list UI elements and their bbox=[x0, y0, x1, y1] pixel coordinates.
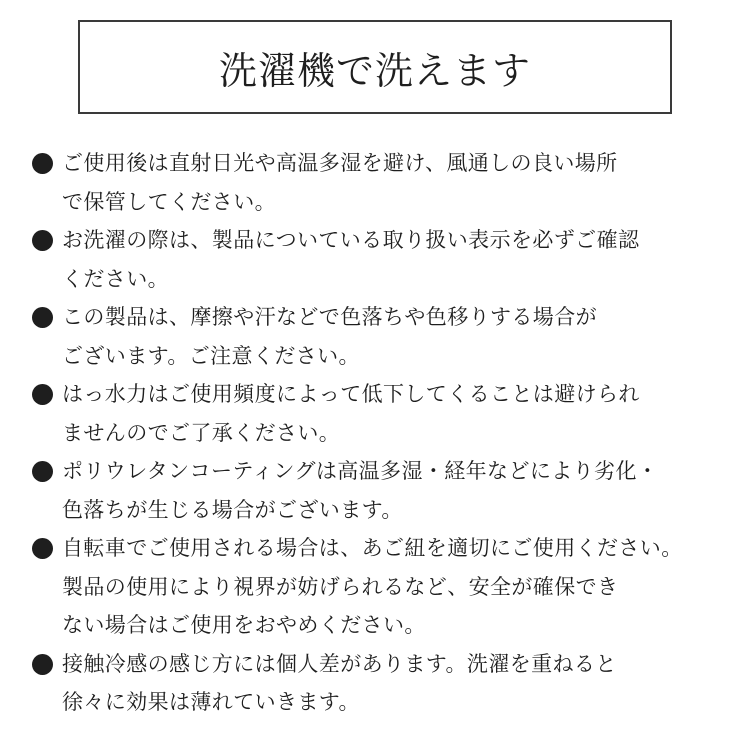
bullet-icon bbox=[32, 153, 53, 174]
note-item bbox=[32, 221, 722, 298]
note-line: 製品の使用により視界が妨げられるなど、安全が確保でき bbox=[62, 574, 619, 599]
page-title: 洗濯機で洗えます bbox=[218, 48, 531, 93]
note-line: ご使用後は直射日光や高温多湿を避け、風通しの良い場所 bbox=[62, 151, 618, 175]
note-line: 自転車でご使用される場合は、あご紐を適切にご使用ください。 bbox=[62, 536, 683, 560]
note-line: ポリウレタンコーティングは高温多湿・経年などにより劣化・ bbox=[62, 459, 659, 483]
note-line: はっ水力はご使用頻度によって低下してくることは避けられ bbox=[62, 382, 640, 406]
note-line: ください。 bbox=[62, 266, 169, 291]
note-line: で保管してください。 bbox=[62, 189, 276, 214]
note-item bbox=[32, 144, 722, 221]
bullet-icon bbox=[32, 654, 53, 675]
note-line: 色落ちが生じる場合がございます。 bbox=[62, 497, 403, 522]
note-item bbox=[32, 375, 722, 452]
note-line: ない場合はご使用をおやめください。 bbox=[62, 613, 426, 637]
note-line: 接触冷感の感じ方には個人差があります。洗濯を重ねると bbox=[62, 651, 617, 676]
note-line: 徐々に効果は薄れていきます。 bbox=[62, 690, 360, 714]
bullet-icon bbox=[32, 384, 53, 405]
note-item bbox=[32, 645, 722, 722]
care-notes-list bbox=[32, 144, 722, 722]
note-item bbox=[32, 452, 722, 529]
note-line: お洗濯の際は、製品についている取り扱い表示を必ずご確認 bbox=[62, 228, 640, 252]
bullet-icon bbox=[32, 461, 53, 482]
note-line: ませんのでご了承ください。 bbox=[62, 420, 341, 445]
note-item bbox=[32, 298, 722, 375]
title-box bbox=[78, 20, 672, 114]
bullet-icon bbox=[32, 230, 53, 251]
note-item bbox=[32, 529, 722, 645]
bullet-icon bbox=[32, 538, 53, 559]
note-line: この製品は、摩擦や汗などで色落ちや色移りする場合が bbox=[62, 305, 597, 329]
note-line: ございます。ご注意ください。 bbox=[62, 343, 360, 368]
bullet-icon bbox=[32, 307, 53, 328]
